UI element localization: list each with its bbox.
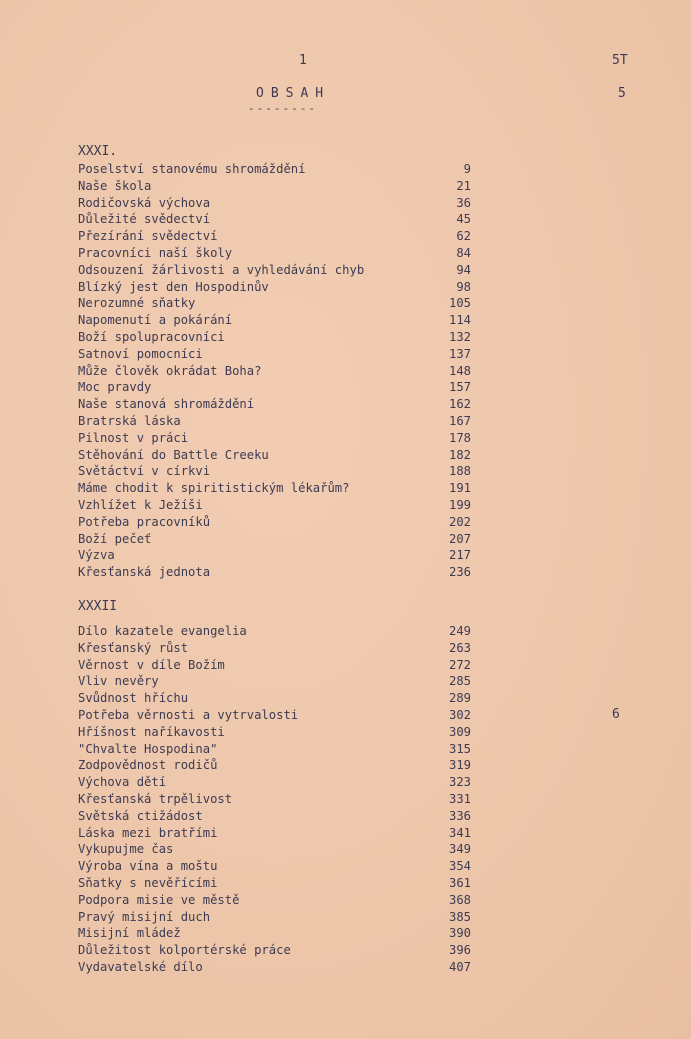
toc-entry-page: 36 [456, 195, 471, 210]
toc-entry [78, 741, 471, 758]
toc-entry-title: Odsouzení žárlivosti a vyhledávání chyb [78, 262, 365, 277]
toc-entry [78, 379, 471, 396]
toc-entry-page: 249 [448, 624, 471, 638]
toc-entry [78, 497, 471, 514]
toc-entry [78, 623, 471, 640]
toc-entry-title: Vliv nevěry [78, 674, 159, 689]
toc-list-xxxii [78, 623, 471, 993]
toc-entry-page: 361 [448, 875, 471, 890]
toc-entry [78, 531, 471, 548]
toc-entry-page: 45 [456, 212, 471, 227]
toc-entry-title: Vzhlížet k Ježíši [78, 497, 203, 512]
toc-entry-page: 263 [448, 640, 471, 655]
toc-entry [78, 640, 471, 657]
toc-entry-page: 9 [463, 162, 471, 176]
toc-entry-page: 199 [448, 497, 471, 512]
page-number: 1 [299, 53, 307, 68]
toc-entry [78, 262, 471, 279]
toc-entry [78, 909, 471, 926]
toc-entry [78, 724, 471, 741]
toc-entry-title: Poselství stanovému shromáždění [78, 162, 306, 176]
toc-entry-title: Výchova dětí [78, 775, 167, 790]
toc-list-xxxi [78, 161, 471, 581]
toc-entry [78, 808, 471, 825]
toc-entry [78, 396, 471, 413]
toc-entry-title: Vykupujme čas [78, 842, 174, 857]
toc-entry [78, 841, 471, 858]
toc-entry-title: Může člověk okrádat Boha? [78, 363, 262, 378]
toc-entry [78, 657, 471, 674]
toc-entry-page: 157 [448, 380, 471, 395]
toc-entry-page: 272 [448, 657, 471, 672]
toc-entry [78, 329, 471, 346]
toc-entry [78, 363, 471, 380]
toc-entry-page: 289 [448, 691, 471, 706]
toc-entry-page: 385 [448, 909, 471, 924]
toc-entry [78, 312, 471, 329]
toc-entry-page: 105 [448, 296, 471, 311]
toc-entry-page: 178 [448, 430, 471, 445]
toc-entry-title: Misijní mládež [78, 926, 181, 941]
toc-entry-page: 191 [448, 481, 471, 496]
toc-entry-title: Sňatky s nevěřícími [78, 875, 218, 890]
toc-entry-page: 323 [448, 775, 471, 790]
toc-entry-title: Pilnost v práci [78, 430, 189, 445]
toc-entry-title: Vydavatelské dílo [78, 959, 203, 974]
toc-entry [78, 178, 471, 195]
toc-entry [78, 942, 471, 959]
toc-entry-page: 396 [448, 943, 471, 958]
toc-entry-title: Dílo kazatele evangelia [78, 624, 247, 638]
toc-entry-page: 217 [448, 548, 471, 563]
toc-entry-title: Přezírání svědectví [78, 229, 218, 244]
toc-entry [78, 447, 471, 464]
toc-entry-title: Satnoví pomocníci [78, 346, 203, 361]
toc-entry-title: Máme chodit k spiritistickým lékařům? [78, 481, 350, 496]
toc-entry [78, 514, 471, 531]
toc-entry [78, 875, 471, 892]
toc-entry-page: 137 [448, 346, 471, 361]
toc-entry-page: 148 [448, 363, 471, 378]
toc-entry-page: 319 [448, 758, 471, 773]
toc-entry-page: 315 [448, 741, 471, 756]
toc-entry-page: 182 [448, 447, 471, 462]
toc-entry [78, 858, 471, 875]
toc-entry [78, 279, 471, 296]
toc-entry [78, 757, 471, 774]
toc-entry-page: 236 [448, 565, 471, 580]
toc-entry-page: 84 [456, 245, 471, 260]
toc-entry-title: Světáctví v církvi [78, 464, 211, 479]
toc-entry-title: Boží pečeť [78, 531, 152, 546]
toc-entry-page: 132 [448, 329, 471, 344]
toc-entry-title: Napomenutí a pokárání [78, 313, 233, 328]
toc-entry-page: 302 [448, 707, 471, 722]
toc-entry-title: Boží spolupracovníci [78, 329, 225, 344]
toc-entry-title: Křesťanská trpělivost [78, 791, 233, 806]
toc-entry-title: "Chvalte Hospodina" [78, 741, 218, 756]
toc-entry [78, 791, 471, 808]
title-underline: -------- [248, 102, 317, 115]
toc-entry [78, 161, 471, 178]
toc-entry [78, 564, 471, 581]
toc-entry [78, 430, 471, 447]
toc-entry-title: Hříšnost naříkavosti [78, 724, 225, 739]
toc-entry-title: Svůdnost hříchu [78, 691, 189, 706]
toc-entry [78, 463, 471, 480]
toc-entry-title: Pravý misijní duch [78, 909, 211, 924]
toc-entry [78, 976, 471, 993]
toc-entry-title: Nerozumné sňatky [78, 296, 196, 311]
toc-entry-title: Naše stanová shromáždění [78, 397, 255, 412]
toc-entry-title: Zodpovědnost rodičů [78, 758, 218, 773]
toc-entry-page: 349 [448, 842, 471, 857]
toc-entry-title: Důležitost kolportérské práce [78, 943, 291, 958]
toc-entry [78, 245, 471, 262]
toc-entry-title: Rodičovská výchova [78, 195, 211, 210]
toc-entry-title: Láska mezi bratřími [78, 825, 218, 840]
toc-entry [78, 228, 471, 245]
toc-entry-page: 188 [448, 464, 471, 479]
toc-entry [78, 774, 471, 791]
toc-entry-title: Výzva [78, 548, 115, 563]
toc-entry [78, 480, 471, 497]
toc-entry-page: 114 [448, 313, 471, 328]
toc-entry [78, 925, 471, 942]
toc-entry-title: Pracovníci naší školy [78, 245, 233, 260]
toc-entry-page: 309 [448, 724, 471, 739]
toc-entry-title: Potřeba věrnosti a vytrvalosti [78, 707, 299, 722]
toc-entry-title: Moc pravdy [78, 380, 152, 395]
toc-entry [78, 547, 471, 564]
toc-entry-page: 354 [448, 859, 471, 874]
toc-entry-page: 336 [448, 808, 471, 823]
toc-entry-page: 207 [448, 531, 471, 546]
section-heading-xxxi: XXXI. [78, 144, 118, 159]
toc-entry-title: Důležité svědectví [78, 212, 211, 227]
toc-entry-page: 202 [448, 514, 471, 529]
toc-entry-title: Podpora misie ve městě [78, 892, 240, 907]
toc-entry [78, 707, 471, 724]
toc-entry [78, 211, 471, 228]
toc-entry-title: Blízký jest den Hospodinův [78, 279, 269, 294]
toc-entry [78, 825, 471, 842]
toc-entry [78, 295, 471, 312]
margin-mark-top: 5T [612, 53, 628, 68]
toc-entry-title: Světská ctižádost [78, 808, 203, 823]
toc-entry-page: 167 [448, 413, 471, 428]
section-heading-xxxii: XXXII [78, 599, 118, 614]
toc-entry [78, 195, 471, 212]
toc-entry [78, 673, 471, 690]
toc-entry [78, 346, 471, 363]
toc-entry-page: 94 [456, 262, 471, 277]
toc-entry [78, 959, 471, 976]
toc-entry-page: 21 [456, 178, 471, 193]
toc-entry-page: 285 [448, 674, 471, 689]
toc-entry-title: Bratrská láska [78, 413, 181, 428]
toc-entry-page: 62 [456, 229, 471, 244]
page-title: OBSAH [256, 86, 331, 101]
toc-entry-page: 331 [448, 791, 471, 806]
toc-entry-title: Věrnost v díle Božím [78, 657, 225, 672]
toc-entry-title: Křesťanský růst [78, 640, 189, 655]
margin-mark-6: 6 [612, 707, 620, 722]
toc-entry [78, 413, 471, 430]
toc-entry [78, 892, 471, 909]
toc-entry-page: 368 [448, 892, 471, 907]
toc-entry-title: Stěhování do Battle Creeku [78, 447, 269, 462]
toc-entry-title: Výroba vína a moštu [78, 859, 218, 874]
toc-entry [78, 690, 471, 707]
toc-entry-page: 98 [456, 279, 471, 294]
toc-entry-page: 341 [448, 825, 471, 840]
toc-entry-title: Křesťanská jednota [78, 565, 211, 580]
toc-entry-title: Potřeba pracovníků [78, 514, 211, 529]
toc-entry-page: 162 [448, 397, 471, 412]
toc-entry-page: 407 [448, 959, 471, 974]
toc-entry-page: 390 [448, 926, 471, 941]
margin-mark-5: 5 [618, 86, 626, 101]
toc-entry-title: Naše škola [78, 178, 152, 193]
